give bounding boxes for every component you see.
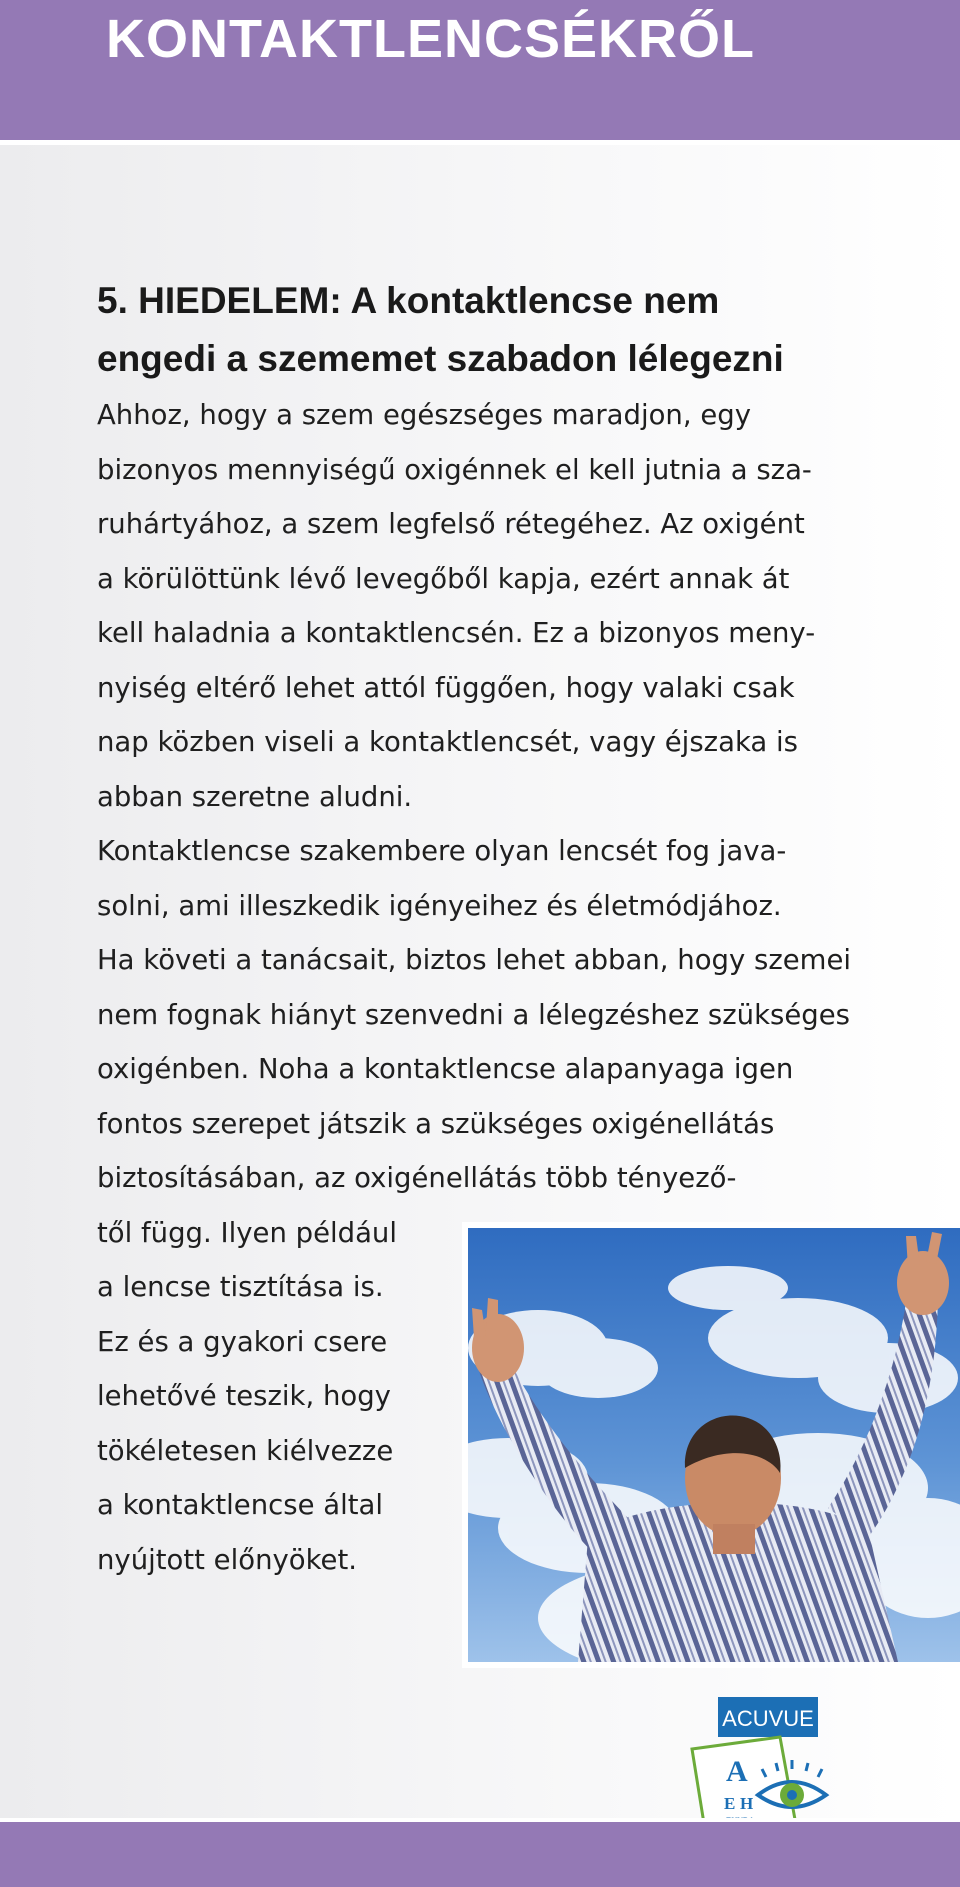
body-line: ruhártyához, a szem legfelső rétegéhez. Az oxigént (97, 508, 805, 540)
body-line: Ez és a gyakori csere (97, 1325, 388, 1358)
eye-chart-letter: E (724, 1794, 736, 1813)
body-line: oxigénben. Noha a kontaktlencse alapanyaga igen (97, 1053, 794, 1085)
logo-brand-text: ACUVUE (722, 1706, 814, 1731)
body-line: nem fognak hiányt szenvedni a lélegzéshez szükséges (97, 998, 850, 1031)
headline-line: 5. HIEDELEM: A kontaktlencse nem (97, 280, 720, 321)
body-line: abban szeretne aludni. (97, 780, 413, 813)
body-line: től függ. Ilyen például (97, 1216, 398, 1249)
body-line: bizonyos mennyiségű oxigénnek el kell jutnia a sza- (97, 453, 812, 486)
body-line: fontos szerepet játszik a szükséges oxigénellátás (97, 1107, 775, 1140)
headline-line: engedi a szememet szabadon lélegezni (97, 338, 784, 379)
body-line: biztosításában, az oxigénellátás több tényező- (97, 1162, 737, 1194)
eye-chart-letter: H (740, 1794, 754, 1813)
photo-man-arms-raised (462, 1222, 960, 1668)
body-line: Ahhoz, hogy a szem egészséges maradjon, egy (97, 399, 751, 431)
page-title: KONTAKTLENCSÉKRŐL (106, 9, 755, 69)
header-divider (0, 140, 960, 145)
body-line: Kontaktlencse szakembere olyan lencsét fog java- (97, 835, 787, 867)
body-line: tökéletesen kiélvezze (97, 1434, 394, 1467)
body-line: a lencse tisztítása is. (97, 1271, 384, 1303)
body-line: a körülöttünk lévő levegőből kapja, ezért annak át (97, 562, 790, 595)
body-line: kell haladnia a kontaktlencsén. Ez a bizonyos meny- (97, 617, 816, 649)
body-line: lehetővé teszik, hogy (97, 1380, 391, 1412)
body-line: nyújtott előnyöket. (97, 1543, 357, 1576)
body-line: nap közben viseli a kontaktlencsét, vagy éjszaka is (97, 726, 798, 758)
body-line: Ha követi a tanácsait, biztos lehet abban, hogy szemei (97, 944, 852, 976)
body-line: solni, ami illeszkedik igényeihez és életmódjához. (97, 889, 782, 922)
body-line: a kontaktlencse által (97, 1489, 383, 1521)
eye-chart-letter: A (726, 1755, 748, 1788)
article-headline (97, 272, 897, 388)
photo-illustration (468, 1228, 960, 1662)
body-line: nyiség eltérő lehet attól függően, hogy valaki csak (97, 671, 795, 704)
footer-band (0, 1822, 960, 1887)
